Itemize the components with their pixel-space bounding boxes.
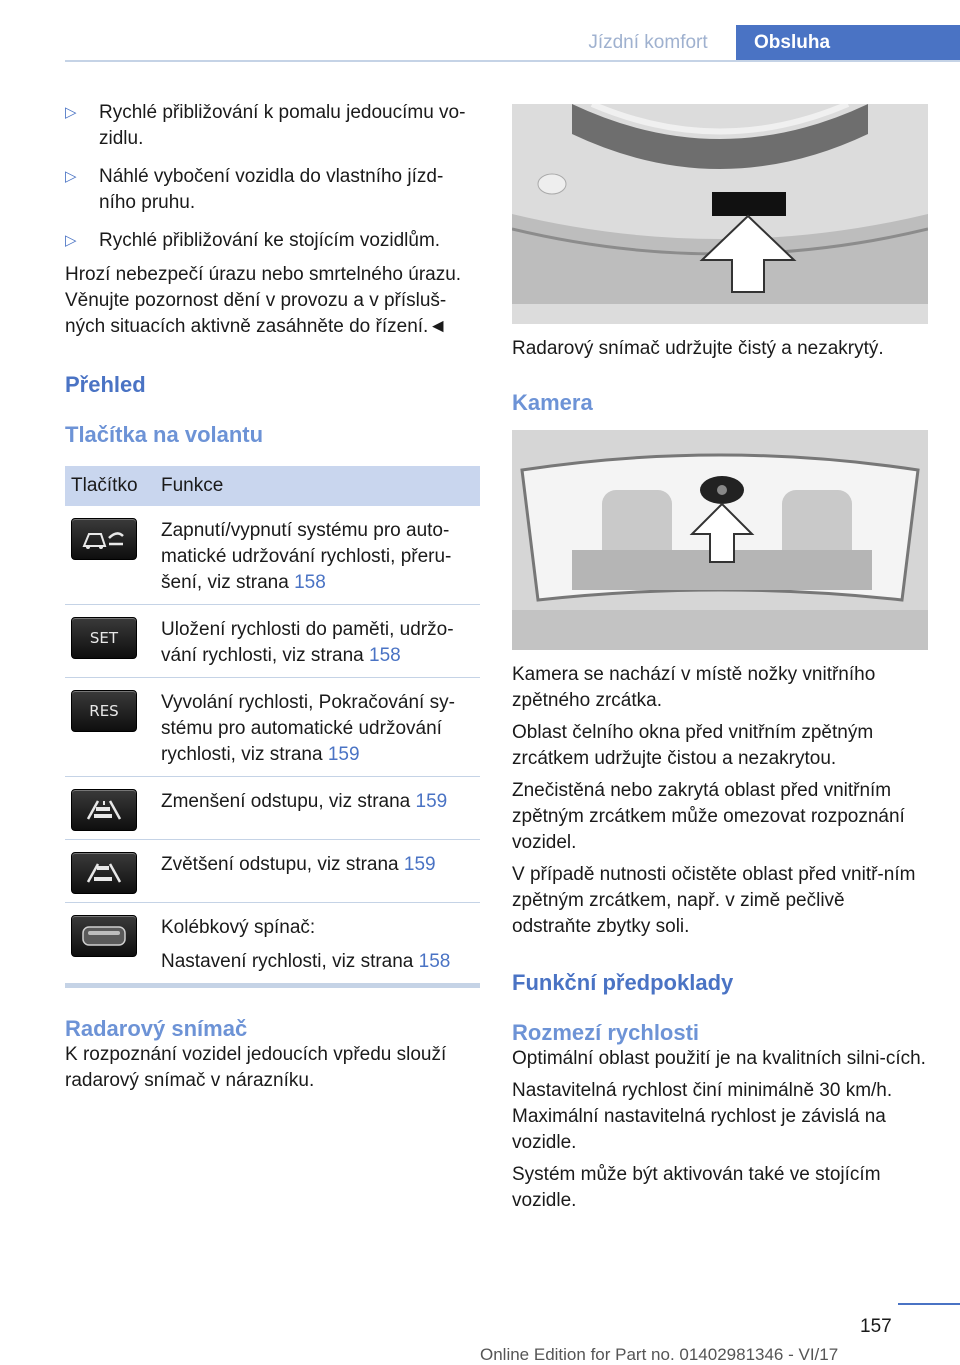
rocker-switch-icon	[71, 915, 137, 957]
page-link[interactable]: 158	[418, 951, 451, 972]
table-row: SET Uložení rychlosti do paměti, udržo-vání rychlosti, viz strana 158	[65, 605, 480, 678]
column-header-button: Tlačítko	[65, 466, 155, 506]
res-key-icon: RES	[71, 690, 137, 732]
header-chapter-tab: Obsluha	[736, 25, 960, 61]
button-table	[65, 466, 480, 984]
camera-paragraph: V případě nutnosti očistěte oblast před vnitř-ním zpětným zrcátkem, např. v zimě pečlivě odstraňte zbytky soli.	[512, 864, 916, 937]
camera-paragraph: Kamera se nachází v místě nožky vnitřního zpětného zrcátka.	[512, 664, 876, 711]
page-number: 157	[860, 1316, 892, 1337]
left-column	[65, 100, 480, 1094]
edition-text: Online Edition for Part no. 01402981346 - VI/17	[480, 1345, 839, 1364]
speed-paragraph: Nastavitelná rychlost činí minimálně 30 km/h. Maximální nastavitelná rychlost je závislá na vozidle.	[512, 1080, 893, 1153]
distance-increase-icon	[71, 852, 137, 894]
page-link[interactable]: 158	[294, 572, 326, 593]
triangle-bullet-icon: ▷	[65, 168, 77, 185]
page-link[interactable]: 159	[415, 791, 448, 812]
page-link[interactable]: 159	[327, 744, 360, 765]
page-link[interactable]: 158	[369, 645, 401, 666]
heading-overview: Přehled	[65, 372, 146, 397]
radar-sensor-image	[512, 104, 928, 324]
table-divider	[65, 984, 480, 988]
radar-caption: Radarový snímač udržujte čistý a nezakrytý.	[512, 338, 884, 359]
warning-text: Hrozí nebezpečí úrazu nebo smrtelného úrazu. Věnujte pozornost dění v provozu a v přísluš-ných situacích aktivně zasáhněte do řízení.◄	[65, 264, 462, 337]
set-key-icon: SET	[71, 617, 137, 659]
table-row: Zmenšení odstupu, viz strana 159	[65, 777, 480, 840]
table-header	[65, 466, 480, 506]
table-row: Zvětšení odstupu, viz strana 159	[65, 840, 480, 903]
camera-paragraph: Znečistěná nebo zakrytá oblast před vnitřním zpětným zrcátkem může omezovat rozpoznání vozidel.	[512, 780, 905, 853]
camera-paragraph: Oblast čelního okna před vnitřním zpětným zrcátkem udržujte čistou a nezakrytou.	[512, 722, 874, 769]
cruise-control-icon	[71, 518, 137, 560]
right-column	[512, 104, 928, 1214]
speed-paragraph: Systém může být aktivován také ve stojícím vozidle.	[512, 1164, 881, 1211]
heading-requirements: Funkční předpoklady	[512, 970, 734, 995]
list-item: ▷ Rychlé přibližování ke stojícím vozidlům.	[65, 228, 480, 254]
header-rule	[65, 60, 960, 62]
table-row: Kolébkový spínač: Nastavení rychlosti, viz strana 158	[65, 903, 480, 984]
heading-radar: Radarový snímač	[65, 1016, 248, 1041]
header-section-tab: Jízdní komfort	[588, 32, 708, 53]
heading-camera: Kamera	[512, 390, 593, 415]
triangle-bullet-icon: ▷	[65, 232, 77, 249]
list-item: ▷ Rychlé přibližování k pomalu jedoucímu vo-zidlu.	[65, 102, 466, 149]
table-row: RES Vyvolání rychlosti, Pokračování sy-stému pro automatické udržování rychlosti, viz strana 159	[65, 678, 480, 777]
heading-speed-range: Rozmezí rychlosti	[512, 1020, 700, 1045]
page-link[interactable]: 159	[403, 854, 436, 875]
speed-paragraph: Optimální oblast použití je na kvalitních silni-cích.	[512, 1048, 926, 1069]
footer-rule	[898, 1303, 960, 1305]
distance-decrease-icon	[71, 789, 137, 831]
table-row: Zapnutí/vypnutí systému pro auto-matické udržování rychlosti, přeru-šení, viz strana 158	[65, 506, 480, 605]
column-header-function: Funkce	[155, 466, 480, 506]
radar-text: K rozpoznání vozidel jedoucích vpředu slouží radarový snímač v nárazníku.	[65, 1044, 447, 1091]
list-item: ▷ Náhlé vybočení vozidla do vlastního jízd-ního pruhu.	[65, 166, 444, 213]
triangle-bullet-icon: ▷	[65, 104, 77, 121]
camera-image	[512, 430, 928, 650]
heading-steering-buttons: Tlačítka na volantu	[65, 422, 264, 447]
